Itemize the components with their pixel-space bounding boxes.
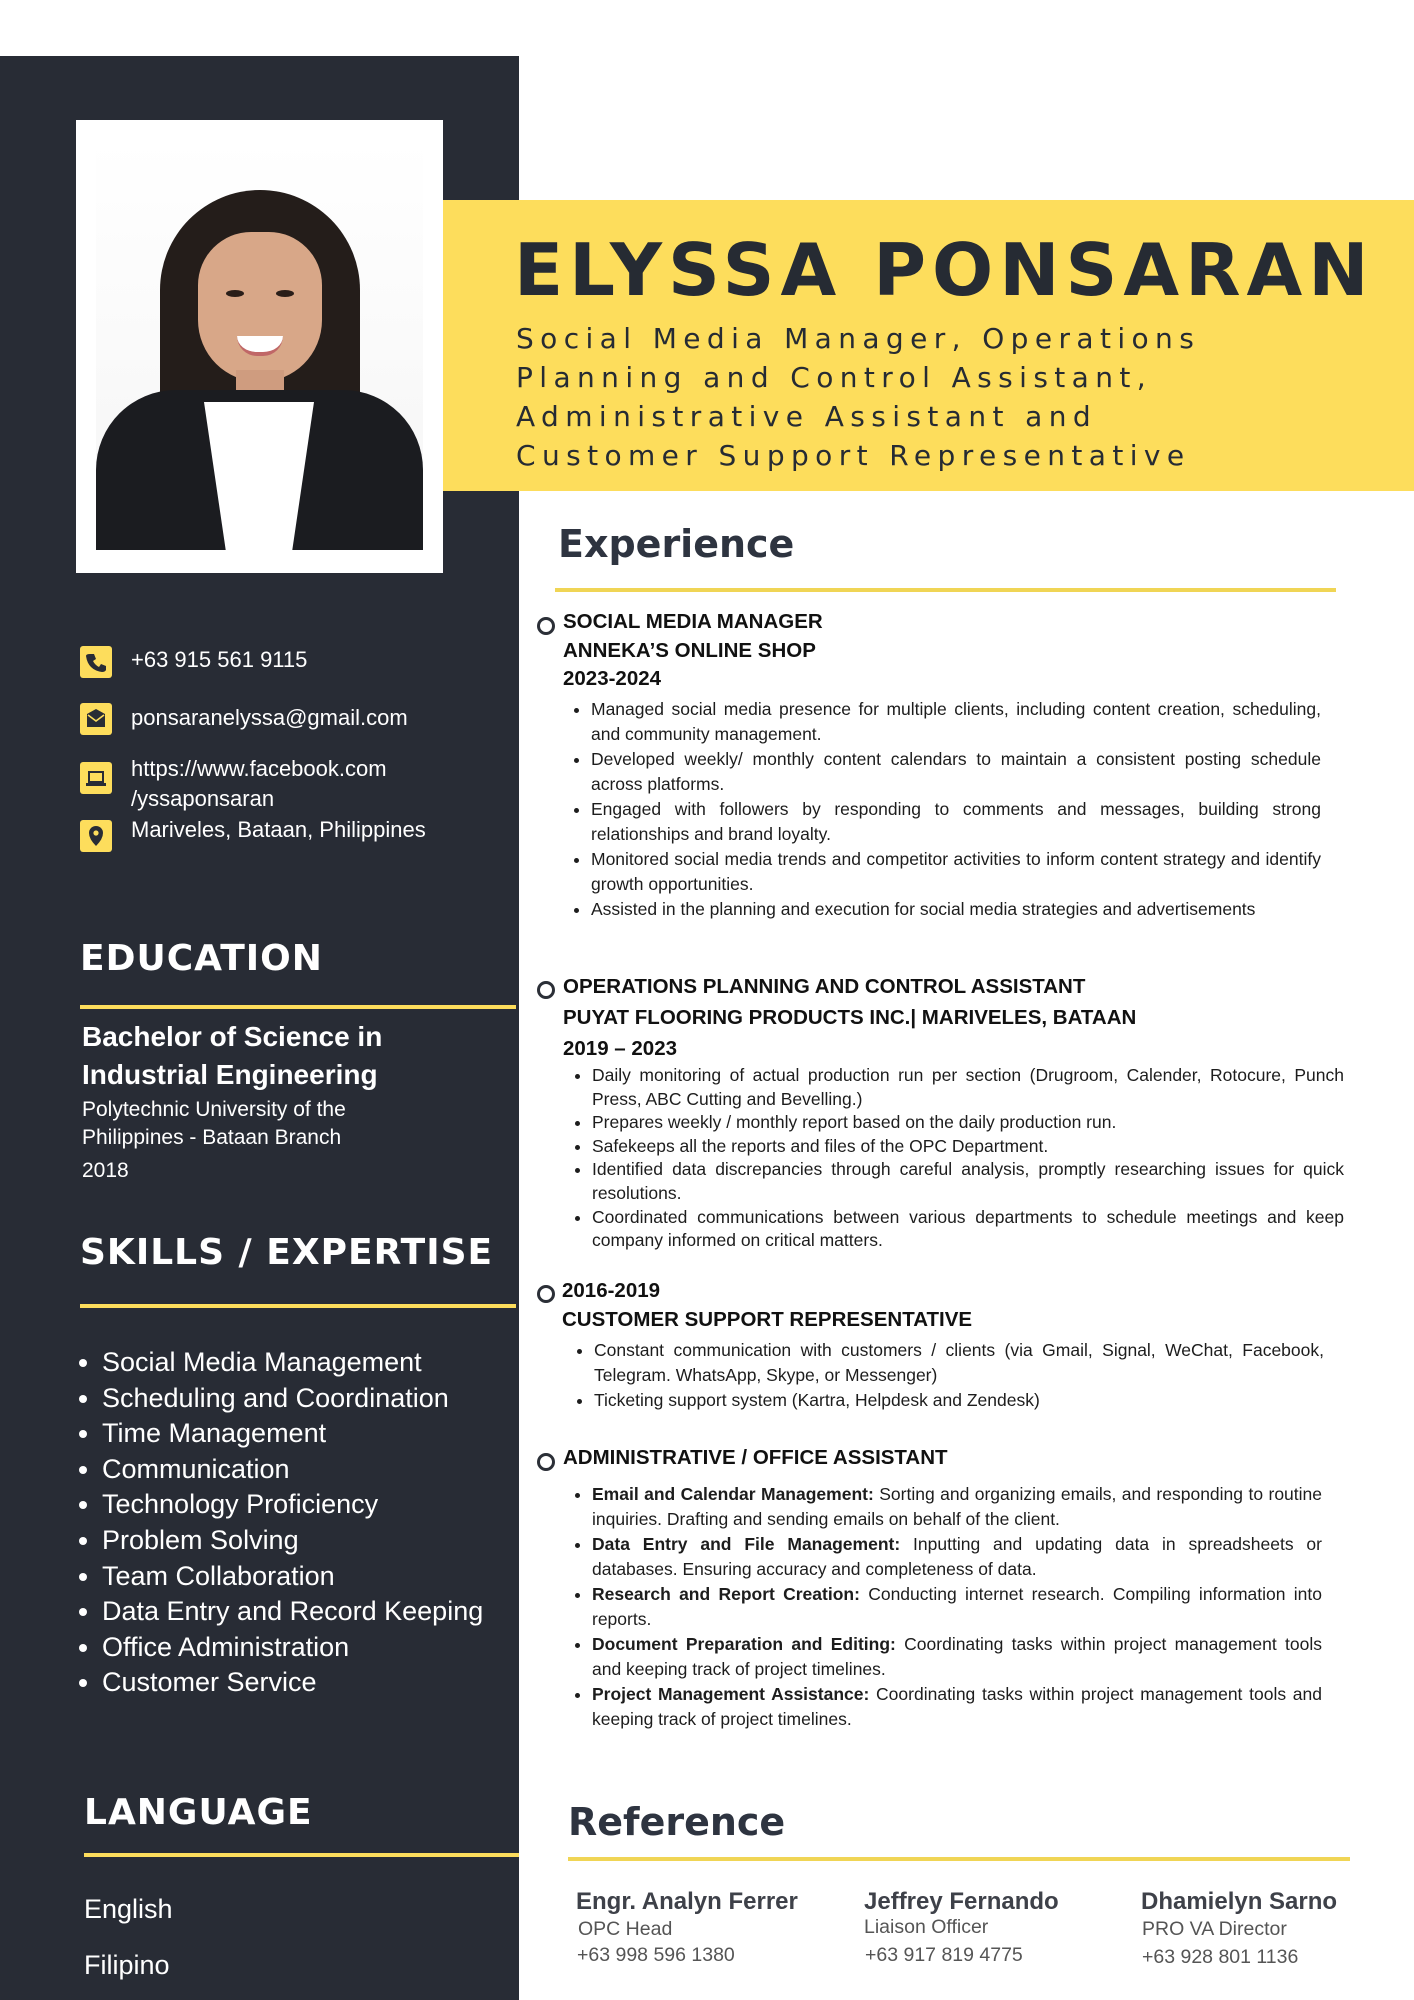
email-text[interactable]: ponsaranelyssa@gmail.com xyxy=(131,705,408,730)
reference-name: Jeffrey Fernando xyxy=(864,1888,1059,1915)
job-bullet: • Managed social media presence for multiple clients, including content creation, scheduling, and community management. xyxy=(591,697,1321,747)
skill-item: • Problem Solving xyxy=(102,1523,483,1559)
job-bullet: • Monitored social media trends and competitor activities to inform content strategy and identify growth opportunities. xyxy=(591,847,1321,897)
reference-role: PRO VA Director xyxy=(1142,1918,1287,1940)
profile-photo xyxy=(96,140,423,550)
job-bullet: • Developed weekly/ monthly content calendars to maintain a consistent posting schedule across platforms. xyxy=(591,747,1321,797)
timeline-dot xyxy=(537,1453,555,1471)
job-bullet xyxy=(592,1532,1322,1582)
reference-divider xyxy=(568,1857,1350,1861)
education-heading: EDUCATION xyxy=(80,938,323,979)
reference-name: Dhamielyn Sarno xyxy=(1141,1888,1338,1915)
skill-item: • Team Collaboration xyxy=(102,1559,483,1595)
job-bullets xyxy=(564,1482,1322,1732)
job-bullet xyxy=(592,1682,1322,1732)
job-years: 2016-2019 xyxy=(562,1279,661,1302)
job-bullets xyxy=(563,697,1321,922)
job-bullets xyxy=(564,1064,1344,1253)
reference-name: Engr. Analyn Ferrer xyxy=(576,1888,798,1915)
profile-photo-frame xyxy=(76,120,443,573)
website-text-line2[interactable]: /yssaponsaran xyxy=(131,786,275,811)
education-year: 2018 xyxy=(82,1159,129,1182)
skill-item: • Scheduling and Coordination xyxy=(102,1381,483,1417)
role-line: Planning and Control Assistant, xyxy=(516,361,1153,394)
reference-phone[interactable]: +63 998 596 1380 xyxy=(577,1944,735,1966)
language-divider xyxy=(84,1853,519,1857)
job-title: SOCIAL MEDIA MANAGER xyxy=(563,610,823,633)
timeline-dot xyxy=(537,1285,555,1303)
job-years: 2019 – 2023 xyxy=(563,1037,678,1060)
job-title: CUSTOMER SUPPORT REPRESENTATIVE xyxy=(562,1308,973,1331)
skill-item: • Social Media Management xyxy=(102,1345,483,1381)
skill-item: • Data Entry and Record Keeping xyxy=(102,1594,483,1630)
laptop-icon xyxy=(80,762,112,794)
job-company: ANNEKA’S ONLINE SHOP xyxy=(563,639,816,662)
job-bullet: • Coordinated communications between various departments to schedule meetings and keep company informed on critical matters. xyxy=(592,1206,1344,1253)
reference-phone[interactable]: +63 917 819 4775 xyxy=(865,1944,1023,1966)
job-bullet xyxy=(592,1632,1322,1682)
education-degree: Bachelor of Science in Industrial Engineering xyxy=(82,1021,383,1090)
job-bullet: • Ticketing support system (Kartra, Helpdesk and Zendesk) xyxy=(594,1388,1324,1413)
job-years: 2023-2024 xyxy=(563,667,662,690)
language-heading: LANGUAGE xyxy=(84,1792,313,1833)
job-title: ADMINISTRATIVE / OFFICE ASSISTANT xyxy=(563,1446,948,1469)
bullet-label: Data Entry and File Management: xyxy=(592,1534,901,1554)
reference-role: OPC Head xyxy=(578,1918,673,1940)
skill-item: • Technology Proficiency xyxy=(102,1487,483,1523)
job-bullet: • Assisted in the planning and execution for social media strategies and advertisements xyxy=(591,897,1321,922)
language-item: English xyxy=(84,1894,173,1924)
role-line: Customer Support Representative xyxy=(516,439,1191,472)
reference-heading: Reference xyxy=(568,1800,786,1844)
skills-list xyxy=(72,1345,483,1701)
job-bullet: • Engaged with followers by responding to comments and messages, building strong relationships and brand loyalty. xyxy=(591,797,1321,847)
job-bullet xyxy=(592,1582,1322,1632)
job-bullet: • Constant communication with customers / clients (via Gmail, Signal, WeChat, Facebook, Telegram. WhatsApp, Skype, or Messenger) xyxy=(594,1338,1324,1388)
skill-item: • Customer Service xyxy=(102,1665,483,1701)
bullet-text: Inputting and updating data in spreadsheets or databases. Ensuring accuracy and completeness of data. xyxy=(592,1534,1322,1579)
education-divider xyxy=(80,1005,516,1009)
full-name: ELYSSA PONSARAN xyxy=(514,228,1375,312)
skill-item: • Communication xyxy=(102,1452,483,1488)
job-company: PUYAT FLOORING PRODUCTS INC.| MARIVELES, BATAAN xyxy=(563,1006,1137,1029)
education-school-line1: Polytechnic University of the xyxy=(82,1098,346,1121)
job-bullet: • Prepares weekly / monthly report based on the daily production run. xyxy=(592,1111,1344,1135)
skills-divider xyxy=(80,1304,516,1308)
location-pin-icon xyxy=(80,820,112,852)
job-title: OPERATIONS PLANNING AND CONTROL ASSISTANT xyxy=(563,975,1086,998)
phone-icon xyxy=(80,646,112,678)
job-bullet xyxy=(592,1482,1322,1532)
bullet-text: Coordinating tasks within project management tools and keeping track of project timelines. xyxy=(592,1634,1322,1679)
role-line: Administrative Assistant and xyxy=(516,400,1098,433)
bullet-label: Email and Calendar Management: xyxy=(592,1484,874,1504)
experience-heading: Experience xyxy=(558,522,795,566)
phone-text[interactable]: +63 915 561 9115 xyxy=(131,647,308,672)
timeline-dot xyxy=(537,617,555,635)
timeline-dot xyxy=(537,981,555,999)
reference-role: Liaison Officer xyxy=(864,1916,989,1938)
bullet-text: Coordinating tasks within project management tools and keeping track of project timelines. xyxy=(592,1684,1323,1729)
bullet-label: Research and Report Creation: xyxy=(592,1584,860,1604)
role-line: Social Media Manager, Operations xyxy=(516,322,1201,355)
skill-item: • Time Management xyxy=(102,1416,483,1452)
job-bullet: • Daily monitoring of actual production run per section (Drugroom, Calender, Rotocure, Punch Press, ABC Cutting and Bevelling.) xyxy=(592,1064,1344,1111)
job-bullets xyxy=(566,1338,1324,1413)
address-text: Mariveles, Bataan, Philippines xyxy=(131,817,426,842)
job-bullet: • Safekeeps all the reports and files of the OPC Department. xyxy=(592,1135,1344,1159)
website-text-line1[interactable]: https://www.facebook.com xyxy=(131,756,387,781)
skill-item: • Office Administration xyxy=(102,1630,483,1666)
email-icon xyxy=(80,703,112,735)
education-school-line2: Philippines - Bataan Branch xyxy=(82,1126,342,1149)
bullet-label: Document Preparation and Editing: xyxy=(592,1634,896,1654)
job-bullet: • Identified data discrepancies through careful analysis, promptly researching issues for quick resolutions. xyxy=(592,1158,1344,1205)
reference-phone[interactable]: +63 928 801 1136 xyxy=(1142,1946,1299,1968)
bullet-text: Sorting and organizing emails, and responding to routine inquiries. Drafting and sending emails on behalf of the client. xyxy=(592,1484,1322,1529)
bullet-label: Project Management Assistance: xyxy=(592,1684,870,1704)
skills-heading: SKILLS / EXPERTISE xyxy=(80,1232,494,1273)
language-item: Filipino xyxy=(84,1950,170,1980)
experience-divider xyxy=(555,588,1336,592)
bullet-text: Conducting internet research. Compiling information into reports. xyxy=(592,1584,1322,1629)
